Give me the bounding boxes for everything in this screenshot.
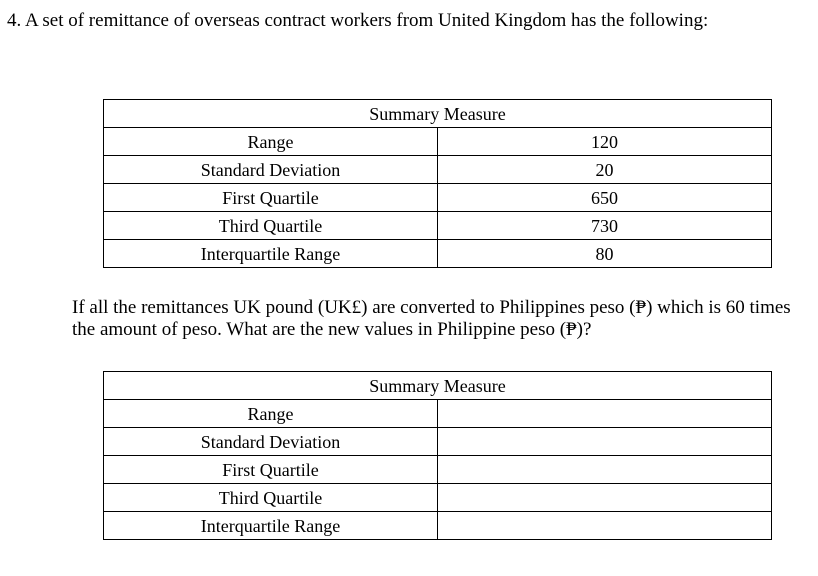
table-row [104, 456, 772, 484]
table-row [104, 428, 772, 456]
row-value-first-quartile: 650 [438, 184, 772, 212]
row-label-third-quartile: Third Quartile [104, 484, 438, 512]
table-header: Summary Measure [104, 372, 772, 400]
table-row [104, 512, 772, 540]
row-label-standard-deviation: Standard Deviation [104, 428, 438, 456]
table-row [104, 240, 772, 268]
row-value-range: 120 [438, 128, 772, 156]
row-label-third-quartile: Third Quartile [104, 212, 438, 240]
row-label-standard-deviation: Standard Deviation [104, 156, 438, 184]
answer-cell-third-quartile[interactable] [438, 484, 772, 512]
problem-statement: 4. A set of remittance of overseas contract workers from United Kingdom has the following: [7, 10, 709, 31]
table-header-row [104, 100, 772, 128]
row-label-interquartile-range: Interquartile Range [104, 240, 438, 268]
row-label-range: Range [104, 400, 438, 428]
answer-cell-standard-deviation[interactable] [438, 428, 772, 456]
table-row [104, 212, 772, 240]
table-row [104, 484, 772, 512]
row-value-standard-deviation: 20 [438, 156, 772, 184]
table-header: Summary Measure [104, 100, 772, 128]
table-row [104, 400, 772, 428]
row-label-first-quartile: First Quartile [104, 184, 438, 212]
row-label-first-quartile: First Quartile [104, 456, 438, 484]
table-header-row [104, 372, 772, 400]
row-label-range: Range [104, 128, 438, 156]
table-row [104, 128, 772, 156]
summary-table-uk-pound [103, 99, 772, 268]
summary-table-philippine-peso [103, 371, 772, 540]
table-row [104, 156, 772, 184]
answer-cell-first-quartile[interactable] [438, 456, 772, 484]
row-value-third-quartile: 730 [438, 212, 772, 240]
row-value-interquartile-range: 80 [438, 240, 772, 268]
conversion-instruction: If all the remittances UK pound (UK£) are converted to Philippines peso (₱) which is 60 times the amount of peso. What are the new values in Philippine peso (₱)? [72, 297, 791, 340]
answer-cell-interquartile-range[interactable] [438, 512, 772, 540]
row-label-interquartile-range: Interquartile Range [104, 512, 438, 540]
table-row [104, 184, 772, 212]
answer-cell-range[interactable] [438, 400, 772, 428]
